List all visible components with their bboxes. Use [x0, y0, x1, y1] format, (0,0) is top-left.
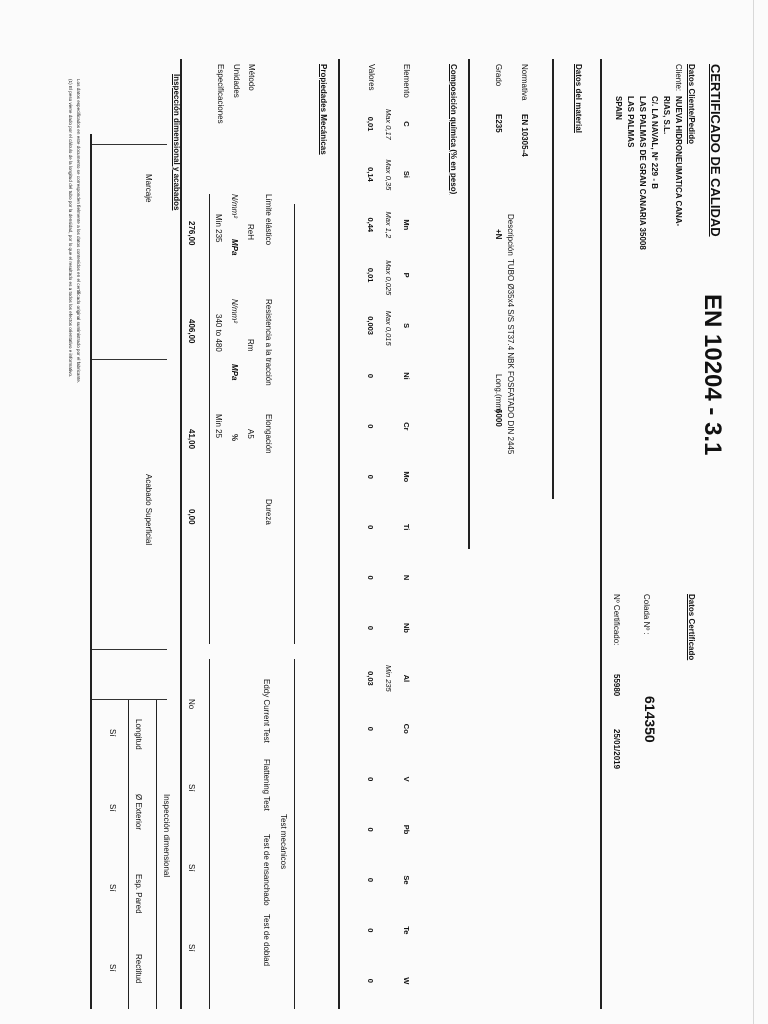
divider	[601, 59, 603, 1009]
mech-method-elongation: A5	[246, 429, 255, 439]
mech-spec-elongation: Min 25	[214, 414, 223, 439]
divider	[92, 699, 167, 700]
test-value: No	[187, 699, 196, 710]
chem-limit: Min 235	[384, 665, 393, 692]
footer-note: Los datos especificados en este documento se corresponden fielmente a los datos contenidos en el certificado original suministrado por el fabricante.	[76, 79, 81, 384]
client-line: LAS PALMAS DE GRAN CANARIA 35008	[638, 96, 647, 250]
dim-name: Esp. Pared	[134, 874, 143, 914]
mech-value-yield: 276,00	[187, 221, 196, 246]
certificate-sheet	[2, 14, 732, 1014]
colada-label: Colada Nº :	[642, 594, 651, 635]
chem-element: Mo	[402, 471, 411, 483]
certificate-section-title: Datos Certificado	[687, 594, 696, 661]
footer-note: (1) El peso viene dado por el cálculo de la longitud del tubo por la densidad, por lo que el resultado es a todos los efectos orientativo e informativo.	[68, 79, 73, 378]
client-line: C/. LA NAVAL, Nº 229 - B	[650, 96, 659, 190]
chem-limit: Max 0,17	[384, 109, 393, 140]
normativa-label: Normativa	[520, 64, 529, 101]
chem-value: 0	[366, 575, 375, 580]
client-line: RIAS, S.L.	[662, 96, 671, 135]
chem-element: Te	[402, 926, 411, 935]
chem-element: Mn	[402, 219, 411, 231]
chem-element: Al	[402, 674, 411, 683]
divider	[469, 59, 471, 549]
divider	[294, 659, 295, 1009]
certificate-number-label: Nº Certificado:	[612, 594, 621, 646]
dim-name: Ø Exterior	[134, 794, 143, 831]
chem-element: Pb	[402, 824, 411, 835]
chem-element: Cr	[402, 422, 411, 431]
chem-element: Nb	[402, 623, 411, 633]
chem-value: 0	[366, 726, 375, 731]
grado-value: E235	[494, 114, 503, 133]
valores-label: Valores	[367, 64, 376, 91]
chem-element: Si	[402, 170, 411, 178]
especificaciones-label: Especificaciones	[216, 64, 225, 124]
length-value: 6000	[494, 409, 503, 427]
grado-suffix: +N	[494, 229, 503, 240]
mechanical-section-title: Propiedades Mecánicas	[319, 64, 328, 155]
elemento-label: Elemento	[402, 64, 411, 98]
client-line: NUEVA HIDRONEUMATICA CANA-	[674, 96, 683, 227]
dim-value: Sí	[108, 884, 117, 892]
divider	[294, 204, 295, 644]
mech-header-hardness: Dureza	[264, 499, 273, 525]
chem-element: Ti	[402, 523, 411, 531]
chem-value: 0,44	[366, 217, 375, 233]
mech-unit2-yield: MPa	[230, 239, 239, 256]
chem-value: 0	[366, 424, 375, 429]
chem-value: 0	[366, 474, 375, 479]
divider	[92, 649, 167, 650]
chem-value: 0,03	[366, 671, 375, 686]
chem-value: 0	[366, 827, 375, 832]
chem-value: 0,14	[366, 167, 375, 182]
client-label: Cliente:	[674, 64, 683, 92]
tests-header: Test mecánicos	[279, 814, 288, 870]
inspection-section-title: Inspección dimensional y acabados	[172, 74, 181, 211]
length-label: Long.(mm)	[494, 374, 503, 413]
chem-value: 0	[366, 877, 375, 883]
dim-name: Rectitud	[134, 954, 143, 984]
chem-limit: Max 0,015	[384, 310, 393, 346]
chem-element: C	[402, 121, 411, 127]
document-title: CERTIFICADO DE CALIDAD	[708, 64, 723, 237]
mech-unit-elongation: %	[230, 434, 239, 442]
mech-value-hardness: 0,00	[187, 509, 196, 525]
test-name: Flattening Test	[262, 759, 271, 811]
dim-value: Sí	[108, 964, 117, 972]
test-name: Test de doblad	[262, 914, 271, 967]
descripcion-label: Descripción	[506, 214, 515, 256]
chem-element: V	[402, 776, 411, 782]
mech-value-tensile: 406,00	[187, 319, 196, 344]
chem-element: Co	[402, 723, 411, 734]
chem-value: 0,01	[366, 116, 375, 132]
chem-element: Se	[402, 875, 411, 885]
chem-element: N	[402, 574, 411, 581]
dim-value: Sí	[108, 804, 117, 812]
chem-value: 0	[366, 978, 375, 983]
chem-element: W	[402, 977, 411, 985]
divider	[209, 659, 210, 1009]
divider	[339, 59, 341, 1009]
chem-element: P	[402, 272, 411, 278]
chem-value: 0,003	[366, 316, 375, 335]
chem-value: 0	[366, 777, 375, 782]
metodo-label: Método	[247, 64, 256, 91]
chem-value: 0	[366, 525, 375, 530]
mech-unit-yield: N/mm²	[230, 194, 239, 218]
divider	[553, 59, 555, 499]
divider	[91, 134, 93, 1009]
mech-method-tensile: Rm	[246, 339, 255, 352]
grado-label: Grado	[494, 64, 503, 87]
test-name: Eddy Current Test	[262, 679, 271, 743]
test-value: Sí	[187, 944, 196, 952]
chem-value: 0	[366, 373, 375, 379]
mech-unit2-tensile: MPa	[230, 364, 239, 381]
standard-code: EN 10204 - 3.1	[699, 294, 726, 456]
mech-header-elongation: Elongación	[264, 414, 273, 454]
certificate-number: 55980	[612, 674, 621, 697]
material-section-title: Datos del material	[574, 64, 583, 133]
client-section-title: Datos Cliente/Pedido	[687, 64, 696, 145]
normativa-value: EN 10305-4	[520, 114, 529, 157]
test-value: Sí	[187, 864, 196, 872]
mech-header-yield: Límite elástico	[264, 194, 273, 246]
chem-value: 0	[366, 928, 375, 933]
marcaje-label: Marcaje	[144, 174, 153, 203]
divider	[92, 359, 167, 360]
mech-spec-tensile: 340 to 480	[214, 314, 223, 352]
test-name: Test de ensanchado	[262, 834, 271, 906]
chem-limit: Max 0,025	[384, 260, 393, 296]
mech-value-elongation: 41,00	[187, 429, 196, 450]
client-line: LAS PALMAS	[626, 96, 635, 148]
chemical-section-title: Composición química (% en peso)	[449, 64, 458, 195]
certificate-date: 25/01/2019	[612, 729, 621, 770]
chem-element: Ni	[402, 372, 411, 380]
divider	[128, 699, 129, 1009]
test-value: Sí	[187, 784, 196, 792]
divider	[156, 699, 157, 1009]
chem-value: 0,01	[366, 267, 375, 283]
colada-value: 614350	[642, 696, 658, 743]
mech-header-tensile: Resistencia a la tracción	[264, 299, 273, 386]
descripcion-value: TUBO Ø35x4 S/S ST37.4 NBK FOSFATADO DIN 2445	[506, 259, 515, 455]
chem-limit: Max 0,35	[384, 159, 393, 191]
acabado-label: Acabado Superficial	[144, 474, 153, 546]
mech-method-yield: ReH	[246, 224, 255, 241]
divider	[92, 144, 167, 145]
chem-limit: Max 1,2	[384, 211, 393, 239]
dim-value: Sí	[108, 729, 117, 737]
mech-spec-yield: Min 235	[214, 214, 223, 243]
dim-name: Longitud	[134, 719, 143, 750]
chem-element: S	[402, 323, 411, 329]
chem-value: 0	[366, 625, 375, 631]
client-line: SPAIN	[614, 96, 623, 120]
divider	[209, 194, 210, 644]
unidades-label: Unidades	[232, 64, 241, 98]
mech-unit-tensile: N/mm²	[230, 299, 239, 323]
dim-inspection-header: Inspección dimensional	[162, 794, 171, 878]
